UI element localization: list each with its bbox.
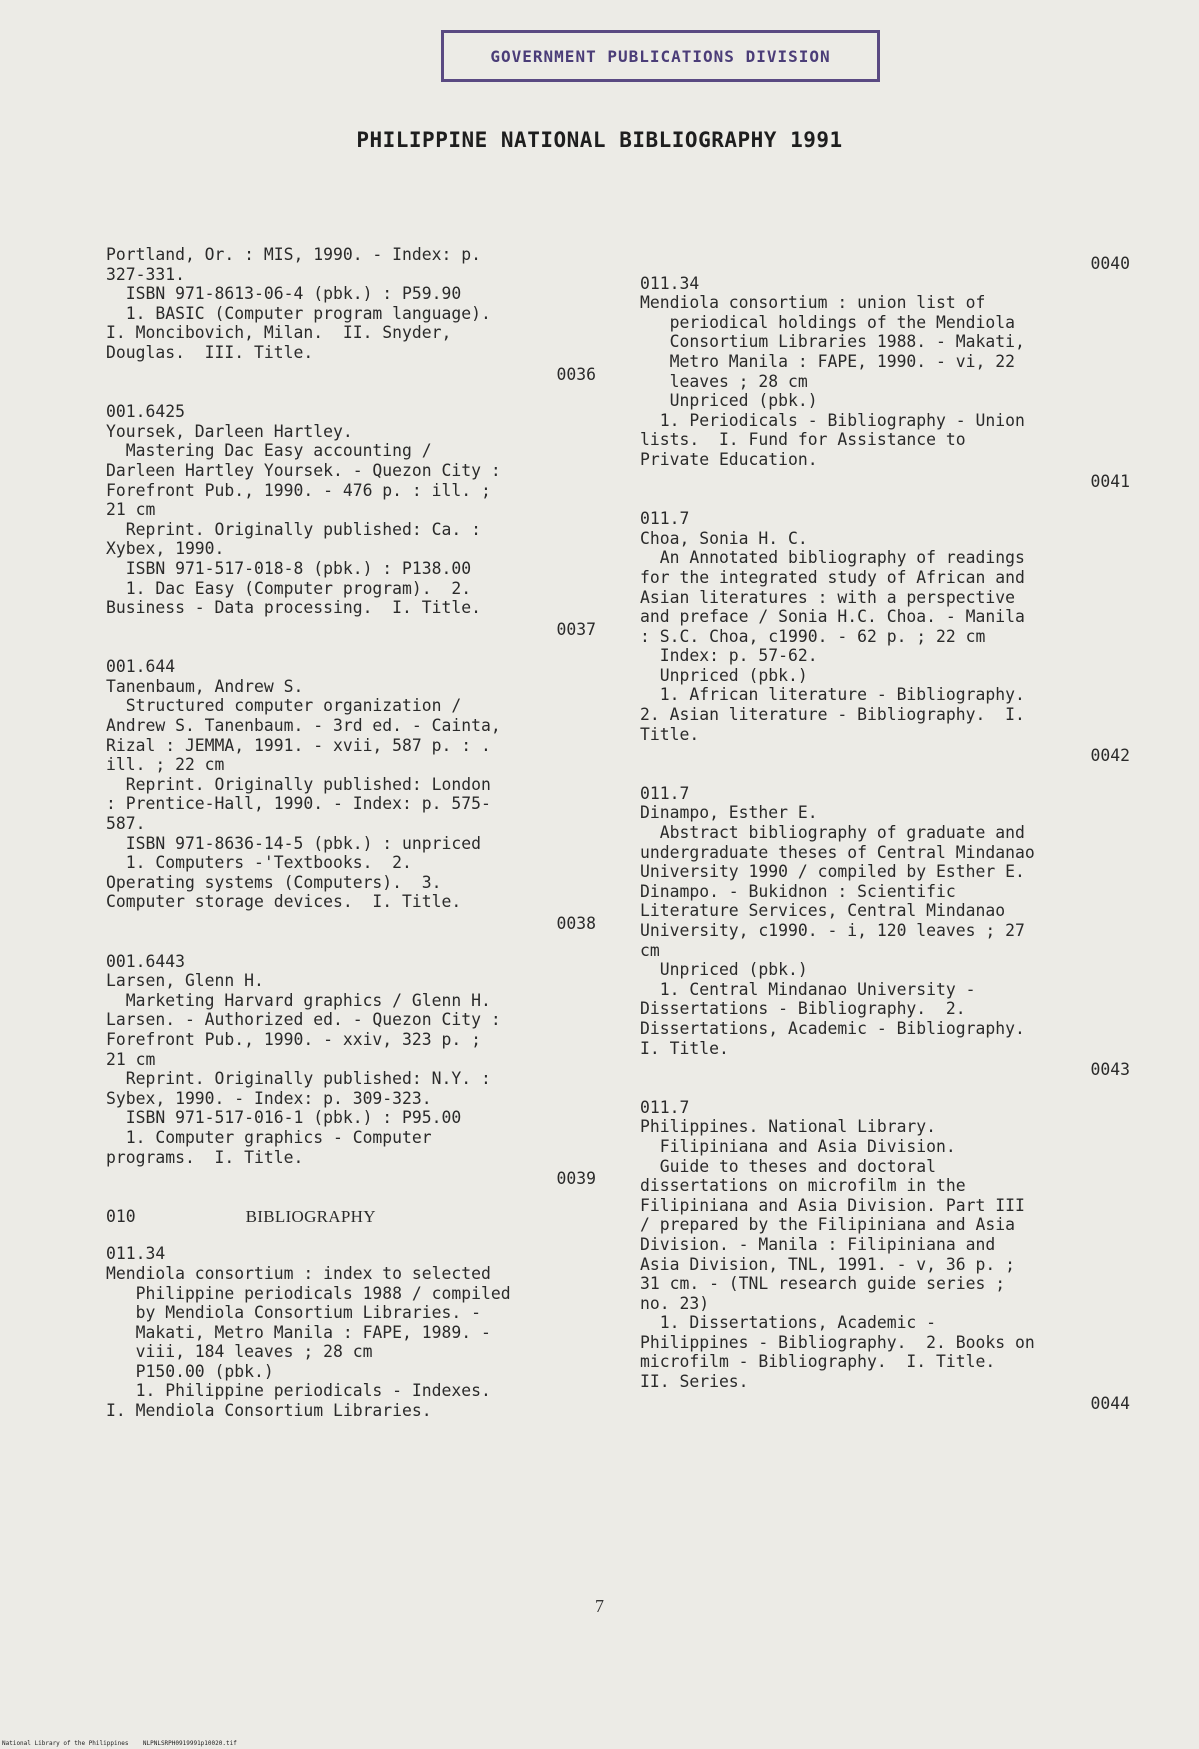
entry-number: 0044 bbox=[1090, 1393, 1130, 1413]
right-column bbox=[640, 252, 1130, 1413]
page-number: 7 bbox=[595, 1596, 604, 1616]
page-title: PHILIPPINE NATIONAL BIBLIOGRAPHY 1991 bbox=[356, 128, 843, 152]
entry-0036: Portland, Or. : MIS, 1990. - Index: p. 327-331. ISBN 971-8613-06-4 (pbk.) : P59.90 1. BASIC (Computer program language). I. Moncibovich, Milan. II. Snyder, Douglas. III. Title. 0036 bbox=[106, 245, 596, 384]
entry-011-34-index: 011.34 Mendiola consortium : index to selected Philippine periodicals 1988 / compiled by Mendiola Consortium Libraries. - Makati, Metro Manila : FAPE, 1989. - viii, 184 leaves ; 28 cm P150.00 (pbk.) 1. Philippine periodicals - Indexes. I. Mendiola Consortium Libraries. bbox=[106, 1244, 511, 1421]
section-heading: 010 BIBLIOGRAPHY bbox=[106, 1206, 376, 1226]
entry-number: 0042 bbox=[1090, 746, 1130, 766]
entry-0041: 011.34 Mendiola consortium : union list of periodical holdings of the Mendiola Consortium Libraries 1988. - Makati, Metro Manila : FAPE, 1990. - vi, 22 leaves ; 28 cm Unpriced (pbk.) 1. Periodicals - Bibliography - Union lists. I. Fund for Assistance to Private Education. 0041 bbox=[640, 273, 1130, 491]
entry-0042: 011.7 Choa, Sonia H. C. An Annotated bibliography of readings for the integrated study of African and Asian literatures : with a perspective and preface / Sonia H.C. Choa. - Manila : S.C. Choa, c1990. - 62 p. ; 22 cm Index: p. 57-62. Unpriced (pbk.) 1. African literature - Bibliography. 2. Asian literature - Bibliography. I. Title. 0042 bbox=[640, 509, 1130, 766]
entry-0043: 011.7 Dinampo, Esther E. Abstract bibliography of graduate and undergraduate theses of Central Mindanao University 1990 / compiled by Esther E. Dinampo. - Bukidnon : Scientific Literature Services, Central Mindanao University, c1990. - i, 120 leaves ; 27 cm Unpriced (pbk.) 1. Central Mindanao University - Dissertations - Bibliography. 2. Dissertations, Academic - Bibliography. I. Title. 0043 bbox=[640, 783, 1130, 1080]
entry-number: 0043 bbox=[1090, 1060, 1130, 1080]
government-publications-stamp: GOVERNMENT PUBLICATIONS DIVISION bbox=[441, 30, 880, 82]
entry-number: 0038 bbox=[556, 914, 596, 933]
entry-number: 0037 bbox=[556, 619, 596, 639]
scan-footer: National Library of the Philippines NLPNLSRPH0919991p10020.tif bbox=[2, 1740, 237, 1747]
entry-0038: 001.644 Tanenbaum, Andrew S. Structured computer organization / Andrew S. Tanenbaum. - 3rd ed. - Cainta, Rizal : JEMMA, 1991. - xvii, 587 p. : . ill. ; 22 cm Reprint. Originally published: London : Prentice-Hall, 1990. - Index: p. 575- 587. ISBN 971-8636-14-5 (pbk.) : unpriced 1. Computers -'Textbooks. 2. Operating systems (Computers). 3. Computer storage devices. I. Title. 0038 bbox=[106, 657, 596, 933]
left-column bbox=[106, 245, 596, 1421]
entry-number: 0039 bbox=[556, 1169, 596, 1189]
entry-number: 0036 bbox=[556, 364, 596, 384]
entry-0044: 011.7 Philippines. National Library. Filipiniana and Asia Division. Guide to theses and doctoral dissertations on microfilm in the Filipiniana and Asia Division. Part III / prepared by the Filipiniana and Asia Division. - Manila : Filipiniana and Asia Division, TNL, 1991. - v, 36 p. ; 31 cm. - (TNL research guide series ; no. 23) 1. Dissertations, Academic - Philippines - Bibliography. 2. Books on microfilm - Bibliography. I. Title. II. Series. 0044 bbox=[640, 1097, 1130, 1413]
entry-number: 0040 bbox=[1090, 254, 1130, 273]
entry-number: 0041 bbox=[1090, 471, 1130, 491]
entry-0039: 001.6443 Larsen, Glenn H. Marketing Harvard graphics / Glenn H. Larsen. - Authorized ed. - Quezon City : Forefront Pub., 1990. - xxiv, 323 p. ; 21 cm Reprint. Originally published: N.Y. : Sybex, 1990. - Index: p. 309-323. ISBN 971-517-016-1 (pbk.) : P95.00 1. Computer graphics - Computer programs. I. Title. 0039 bbox=[106, 951, 596, 1189]
entry-0037: 001.6425 Yoursek, Darleen Hartley. Mastering Dac Easy accounting / Darleen Hartley Yoursek. - Quezon City : Forefront Pub., 1990. - 476 p. : ill. ; 21 cm Reprint. Originally published: Ca. : Xybex, 1990. ISBN 971-517-018-8 (pbk.) : P138.00 1. Dac Easy (Computer program). 2. Business - Data processing. I. Title. 0037 bbox=[106, 402, 596, 639]
